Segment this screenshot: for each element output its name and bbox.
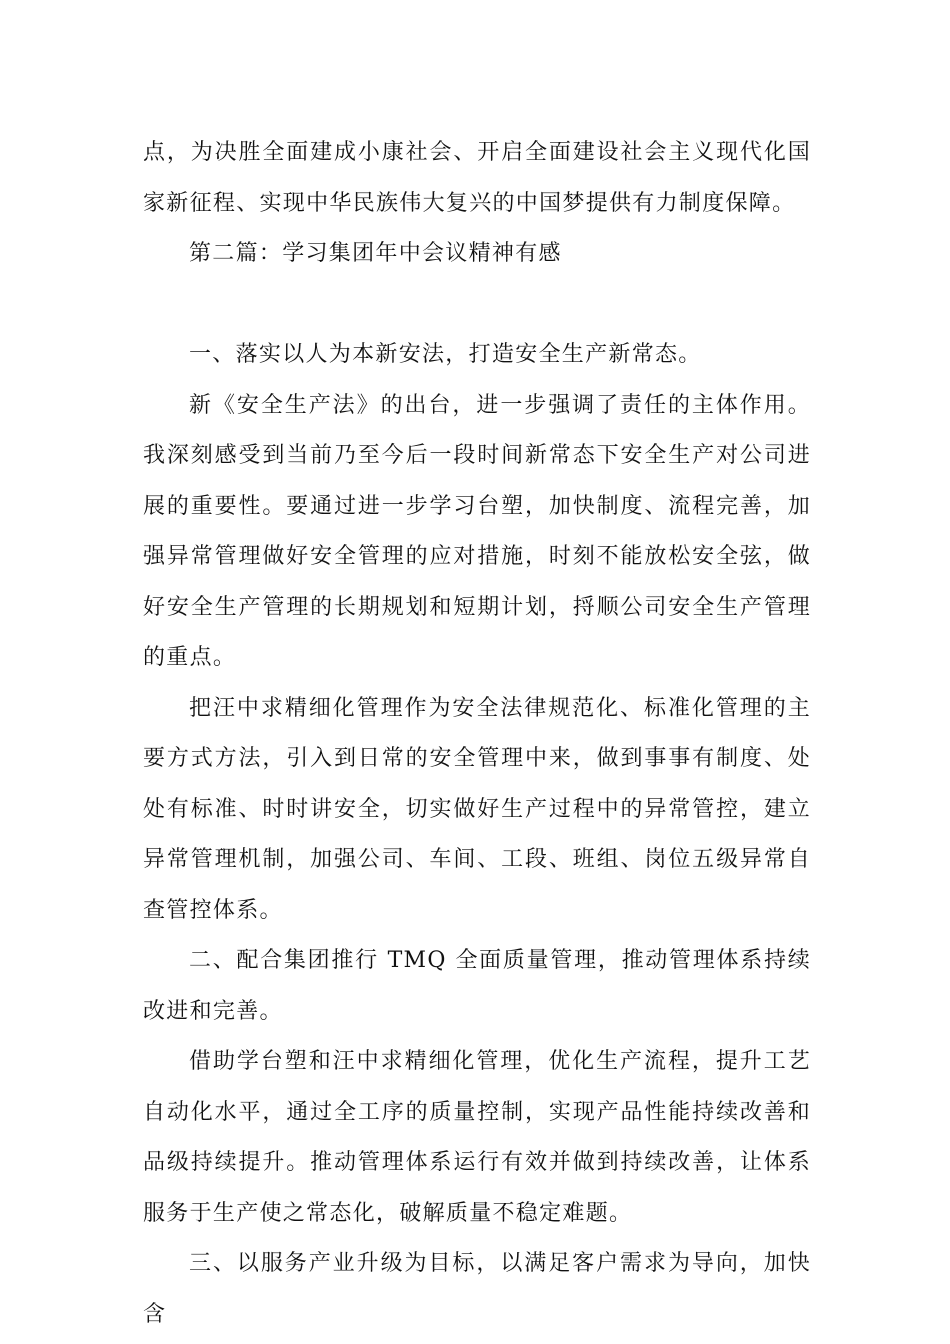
subheading-3: 三、以服务产业升级为目标，以满足客户需求为导向，加快含 bbox=[143, 1251, 811, 1327]
paragraph-continuation: 点，为决胜全面建成小康社会、开启全面建设社会主义现代化国家新征程、实现中华民族伟大复兴的中国梦提供有力制度保障。 bbox=[143, 140, 811, 216]
subheading-2: 二、配合集团推行 TMQ 全面质量管理，推动管理体系持续改进和完善。 bbox=[143, 948, 811, 1024]
paragraph: 新《安全生产法》的出台，进一步强调了责任的主体作用。我深刻感受到当前乃至今后一段时间新常态下安全生产对公司进展的重要性。要通过进一步学习台塑，加快制度、流程完善，加强异常管理做好安全管理的应对措施，时刻不能放松安全弦，做好安全生产管理的长期规划和短期计划，捋顺公司安全生产管理的重点。 bbox=[143, 392, 811, 670]
paragraph: 借助学台塑和汪中求精细化管理，优化生产流程，提升工艺自动化水平，通过全工序的质量控制，实现产品性能持续改善和品级持续提升。推动管理体系运行有效并做到持续改善，让体系服务于生产使之常态化，破解质量不稳定难题。 bbox=[143, 1049, 811, 1226]
paragraph: 把汪中求精细化管理作为安全法律规范化、标准化管理的主要方式方法，引入到日常的安全管理中来，做到事事有制度、处处有标准、时时讲安全，切实做好生产过程中的异常管控，建立异常管理机制，加强公司、车间、工段、班组、岗位五级异常自查管控体系。 bbox=[143, 695, 811, 923]
blank-line bbox=[143, 280, 811, 331]
section-heading: 第二篇：学习集团年中会议精神有感 bbox=[189, 241, 562, 266]
subheading-1: 一、落实以人为本新安法，打造安全生产新常态。 bbox=[189, 342, 702, 367]
document-body bbox=[143, 128, 811, 1340]
